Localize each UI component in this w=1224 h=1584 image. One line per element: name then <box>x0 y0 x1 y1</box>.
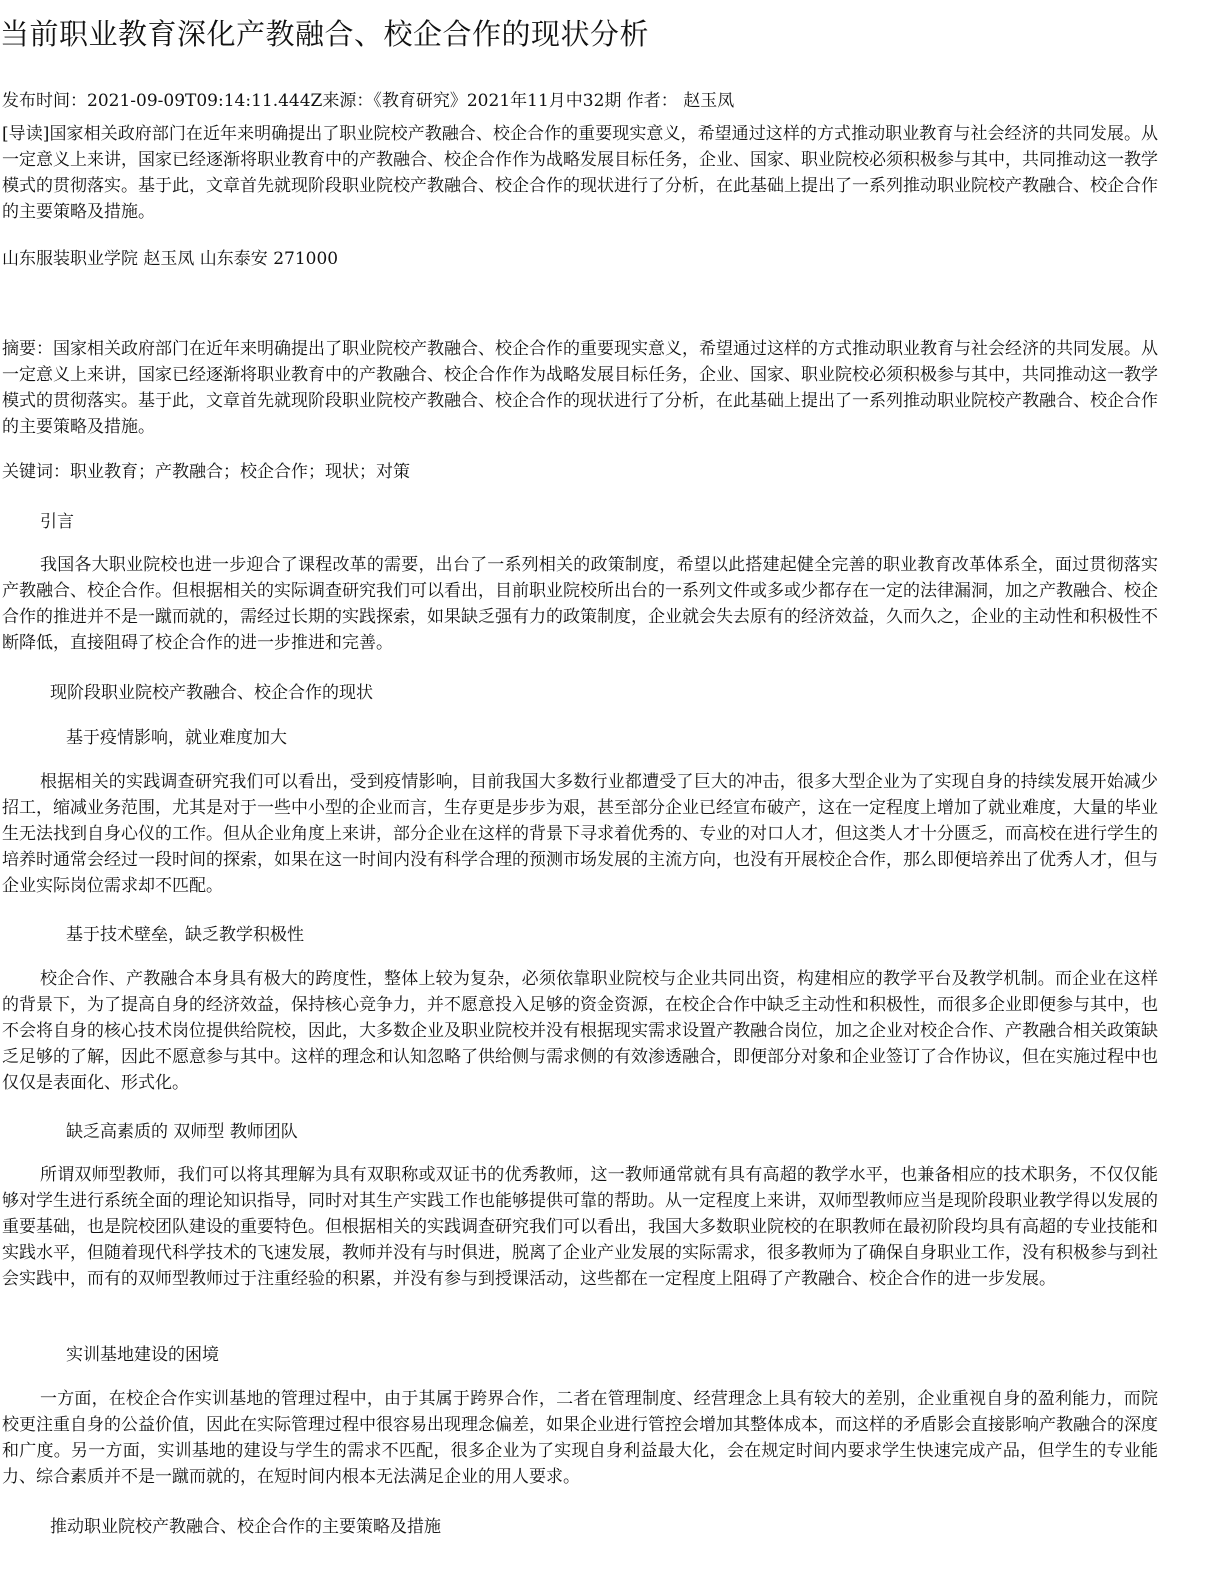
section1-heading: 现阶段职业院校产教融合、校企合作的现状 <box>50 683 373 703</box>
subsection4-heading: 实训基地建设的困境 <box>66 1345 219 1365</box>
keywords-line: 关键词：职业教育；产教融合；校企合作；现状；对策 <box>2 462 410 482</box>
subsection2-paragraph: 校企合作、产教融合本身具有极大的跨度性，整体上较为复杂，必须依靠职业院校与企业共同出资，构建相应的教学平台及教学机制。而企业在这样的背景下，为了提高自身的经济效益，保持核心竞争力，并不愿意投入足够的资金资源，在校企合作中缺乏主动性和积极性，而很多企业即便参与其中，也不会将自身的核心技术岗位提供给院校，因此，大多数企业及职业院校并没有根据现实需求设置产教融合岗位，加之企业对校企合作、产教融合相关政策缺乏足够的了解，因此不愿意参与其中。这样的理念和认知忽略了供给侧与需求侧的有效渗透融合，即便部分对象和企业签订了合作协议，但在实施过程中也仅仅是表面化、形式化。 <box>2 969 1158 1093</box>
subsection3-paragraph: 所谓双师型教师，我们可以将其理解为具有双职称或双证书的优秀教师，这一教师通常就有具有高超的教学水平，也兼备相应的技术职务，不仅仅能够对学生进行系统全面的理论知识指导，同时对其生产实践工作也能够提供可靠的帮助。从一定程度上来讲，双师型教师应当是现阶段职业教学得以发展的重要基础，也是院校团队建设的重要特色。但根据相关的实践调查研究我们可以看出，我国大多数职业院校的在职教师在最初阶段均具有高超的专业技能和实践水平，但随着现代科学技术的飞速发展，教师并没有与时俱进，脱离了企业产业发展的实际需求，很多教师为了确保自身职业工作，没有积极参与到社会实践中，而有的双师型教师过于注重经验的积累，并没有参与到授课活动，这些都在一定程度上阻碍了产教融合、校企合作的进一步发展。 <box>2 1165 1158 1289</box>
subsection2-heading: 基于技术壁垒，缺乏教学积极性 <box>66 925 304 945</box>
article-title: 当前职业教育深化产教融合、校企合作的现状分析 <box>0 17 650 51</box>
article-meta: 发布时间：2021-09-09T09:14:11.444Z来源：《教育研究》2021年11月中32期 作者： 赵玉凤 <box>2 91 735 111</box>
section2-heading: 推动职业院校产教融合、校企合作的主要策略及措施 <box>50 1517 441 1537</box>
subsection4-paragraph: 一方面，在校企合作实训基地的管理过程中，由于其属于跨界合作，二者在管理制度、经营理念上具有较大的差别，企业重视自身的盈利能力，而院校更注重自身的公益价值，因此在实际管理过程中很容易出现理念偏差，如果企业进行管控会增加其整体成本，而这样的矛盾影会直接影响产教融合的深度和广度。另一方面，实训基地的建设与学生的需求不匹配，很多企业为了实现自身利益最大化，会在规定时间内要求学生快速完成产品，但学生的专业能力、综合素质并不是一蹴而就的，在短时间内根本无法满足企业的用人要求。 <box>2 1389 1158 1487</box>
subsection3-heading: 缺乏高素质的 双师型 教师团队 <box>66 1122 298 1142</box>
intro-paragraph: 我国各大职业院校也进一步迎合了课程改革的需要，出台了一系列相关的政策制度，希望以此搭建起健全完善的职业教育改革体系全，面过贯彻落实产教融合、校企合作。但根据相关的实际调查研究我们可以看出，目前职业院校所出台的一系列文件或多或少都存在一定的法律漏洞，加之产教融合、校企合作的推进并不是一蹴而就的，需经过长期的实践探索，如果缺乏强有力的政策制度，企业就会失去原有的经济效益，久而久之，企业的主动性和积极性不断降低，直接阻碍了校企合作的进一步推进和完善。 <box>2 555 1158 653</box>
intro-heading: 引言 <box>40 512 74 532</box>
lead-paragraph: [导读]国家相关政府部门在近年来明确提出了职业院校产教融合、校企合作的重要现实意义，希望通过这样的方式推动职业教育与社会经济的共同发展。从一定意义上来讲，国家已经逐渐将职业教育中的产教融合、校企合作作为战略发展目标任务，企业、国家、职业院校必须积极参与其中，共同推动这一教学模式的贯彻落实。基于此，文章首先就现阶段职业院校产教融合、校企合作的现状进行了分析，在此基础上提出了一系列推动职业院校产教融合、校企合作的主要策略及措施。 <box>2 124 1158 222</box>
subsection1-paragraph: 根据相关的实践调查研究我们可以看出，受到疫情影响，目前我国大多数行业都遭受了巨大的冲击，很多大型企业为了实现自身的持续发展开始减少招工，缩减业务范围，尤其是对于一些中小型的企业而言，生存更是步步为艰，甚至部分企业已经宣布破产，这在一定程度上增加了就业难度，大量的毕业生无法找到自身心仪的工作。但从企业角度上来讲，部分企业在这样的背景下寻求着优秀的、专业的对口人才，但这类人才十分匮乏，而高校在进行学生的培养时通常会经过一段时间的探索，如果在这一时间内没有科学合理的预测市场发展的主流方向，也没有开展校企合作，那么即便培养出了优秀人才，但与企业实际岗位需求却不匹配。 <box>2 772 1158 896</box>
author-affiliation: 山东服装职业学院 赵玉凤 山东泰安 271000 <box>2 249 339 269</box>
subsection1-heading: 基于疫情影响，就业难度加大 <box>66 728 287 748</box>
abstract-paragraph: 摘要：国家相关政府部门在近年来明确提出了职业院校产教融合、校企合作的重要现实意义，希望通过这样的方式推动职业教育与社会经济的共同发展。从一定意义上来讲，国家已经逐渐将职业教育中的产教融合、校企合作作为战略发展目标任务，企业、国家、职业院校必须积极参与其中，共同推动这一教学模式的贯彻落实。基于此，文章首先就现阶段职业院校产教融合、校企合作的现状进行了分析，在此基础上提出了一系列推动职业院校产教融合、校企合作的主要策略及措施。 <box>2 339 1158 437</box>
